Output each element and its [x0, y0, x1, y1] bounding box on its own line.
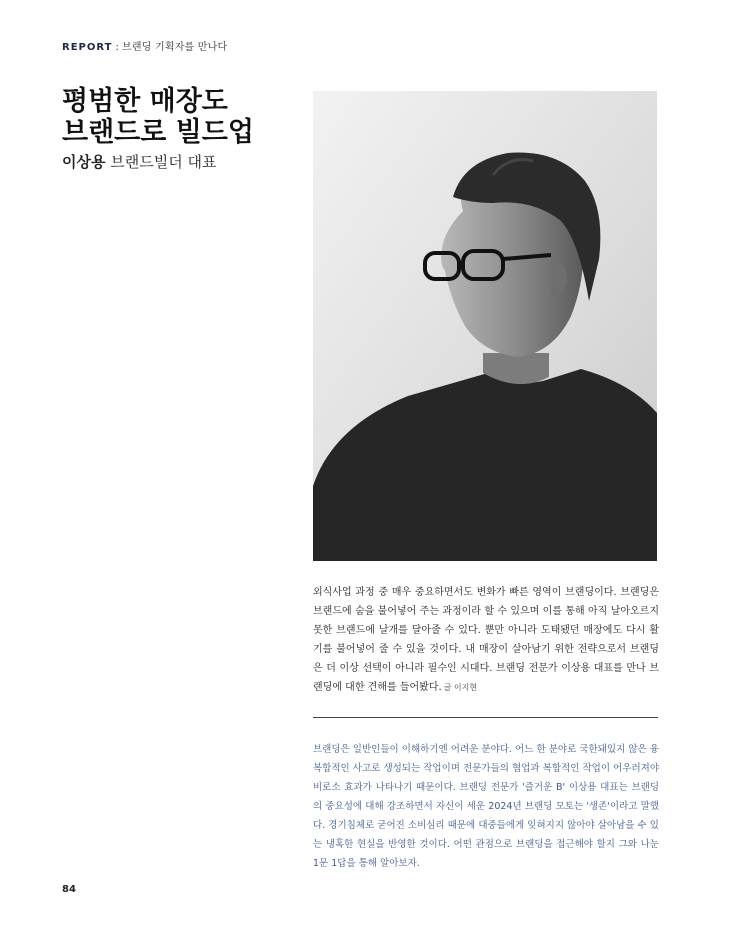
portrait-illustration	[313, 91, 657, 561]
title-line-1: 평범한 매장도	[62, 86, 228, 117]
interviewee-byline	[62, 151, 216, 172]
portrait-photo	[313, 91, 657, 561]
lead-text: 외식사업 과정 중 매우 중요하면서도 변화가 빠른 영역이 브랜딩이다. 브랜딩은 브랜드에 숨을 불어넣어 주는 과정이라 할 수 있으며 이를 통해 아직 날아오르지 못한 브랜드에 날개를 달아줄 수 있다. 뿐만 아니라 도태됐던 매장에도 다시 활기를 불어넣어 줄 수 있을 것이다. 내 매장이 살아남기 위한 전략으로서 브랜딩은 더 이상 선택이 아니라 필수인 시대다. 브랜딩 전문가 이상용 대표를 만나 브랜딩에 대한 견해를 들어봤다.	[313, 587, 659, 693]
interviewee-name: 이상용	[62, 153, 106, 171]
report-header	[62, 38, 227, 53]
divider-line	[313, 717, 658, 718]
series-label: 브랜딩 기획자를 만나다	[122, 42, 228, 53]
section-label: REPORT	[62, 42, 113, 53]
article-title	[62, 86, 254, 148]
page-number: 84	[62, 884, 76, 895]
header-separator: :	[115, 42, 120, 53]
author-credit: 글 이지현	[443, 683, 478, 692]
intro-paragraph: 브랜딩은 일반인들이 이해하기엔 어려운 분야다. 어느 한 분야로 국한돼있지 않은 융복합적인 사고로 생성되는 작업이며 전문가들의 협업과 복합적인 작업이 어우러져야 비로소 효과가 나타나기 때문이다. 브랜딩 전문가 '즐거운 B' 이상용 대표는 브랜딩의 중요성에 대해 강조하면서 자신이 세운 2024년 브랜딩 모토는 '생존'이라고 말했다. 경기침체로 굳어진 소비심리 때문에 대중들에게 잊혀지지 않아야 살아남을 수 있는 냉혹한 현실을 반영한 것이다. 어떤 관점으로 브랜딩을 접근해야 할지 그와 나눈 1문 1답을 통해 알아보자.	[313, 744, 659, 869]
lead-paragraph	[313, 583, 659, 697]
interviewee-role: 브랜드빌더 대표	[110, 153, 217, 171]
title-line-2: 브랜드로 빌드업	[62, 117, 254, 148]
